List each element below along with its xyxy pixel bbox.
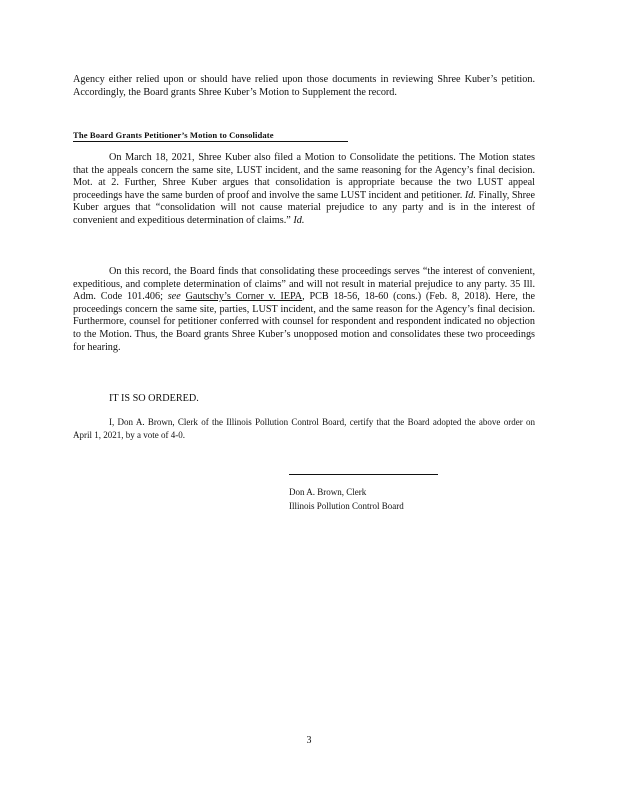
page-number: 3	[306, 735, 312, 746]
id-citation: Id.	[464, 189, 476, 201]
clerk-certification: I, Don A. Brown, Clerk of the Illinois Pollution Control Board, certify that the Board adopted the above order on April 1, 2021, by a vote of 4-0.	[73, 417, 535, 440]
signature-line	[289, 474, 438, 475]
id-citation: Id.	[293, 214, 305, 226]
so-ordered: IT IS SO ORDERED.	[109, 393, 199, 404]
motion-text: On March 18, 2021, Shree Kuber also filed a Motion to Consolidate the petitions. The Motion states that the appeals concern the same site, LUST incident, and the same reasoning for the Agency’s final decision. Mot. at 2. Further, Shree Kuber argues that consolidation is appropriate because the two LUST appeal proceedings have the same burden of proof and involve the same LUST incident and petitioner.	[73, 152, 535, 201]
intro-paragraph: Agency either relied upon or should have relied upon those documents in reviewing Shree Kuber’s petition. Accordingly, the Board grants Shree Kuber’s Motion to Supplement the record.	[73, 74, 535, 98]
record-text: On this record, the Board finds that consolidating these proceedings serves “the interest of convenient, expeditious, and complete determination of claims” and will not result in material prejudice to any party. 35 Ill. Adm. Code 101.406;	[73, 266, 535, 303]
motion-paragraph	[73, 152, 535, 228]
case-citation: Gautschy’s Corner v. IEPA	[185, 291, 303, 303]
heading-underline	[73, 141, 348, 142]
signatory-organization: Illinois Pollution Control Board	[289, 500, 404, 511]
motion-text-tail: Finally, Shree Kuber argues that “consolidation will not cause material prejudice to any party and is in the interest of convenient and expeditious determination of claims.”	[73, 189, 536, 226]
signatory-name: Don A. Brown, Clerk	[289, 487, 367, 497]
record-text-tail: , PCB 18-56, 18-60 (cons.) (Feb. 8, 2018). Here, the proceedings concern the same site, parties, LUST incident, and the same reason for the Agency’s final decision. Furthermore, counsel for petitioner conferred with counsel for respondent and respondent indicated no objection to the Motion. Thus, the Board grants Shree Kuber’s unopposed motion and consolidates these two proceedings for hearing.	[73, 291, 535, 353]
record-paragraph	[73, 266, 535, 354]
signature-block	[289, 486, 404, 513]
see-signal: see	[167, 291, 181, 303]
section-heading: The Board Grants Petitioner’s Motion to Consolidate	[73, 130, 274, 140]
